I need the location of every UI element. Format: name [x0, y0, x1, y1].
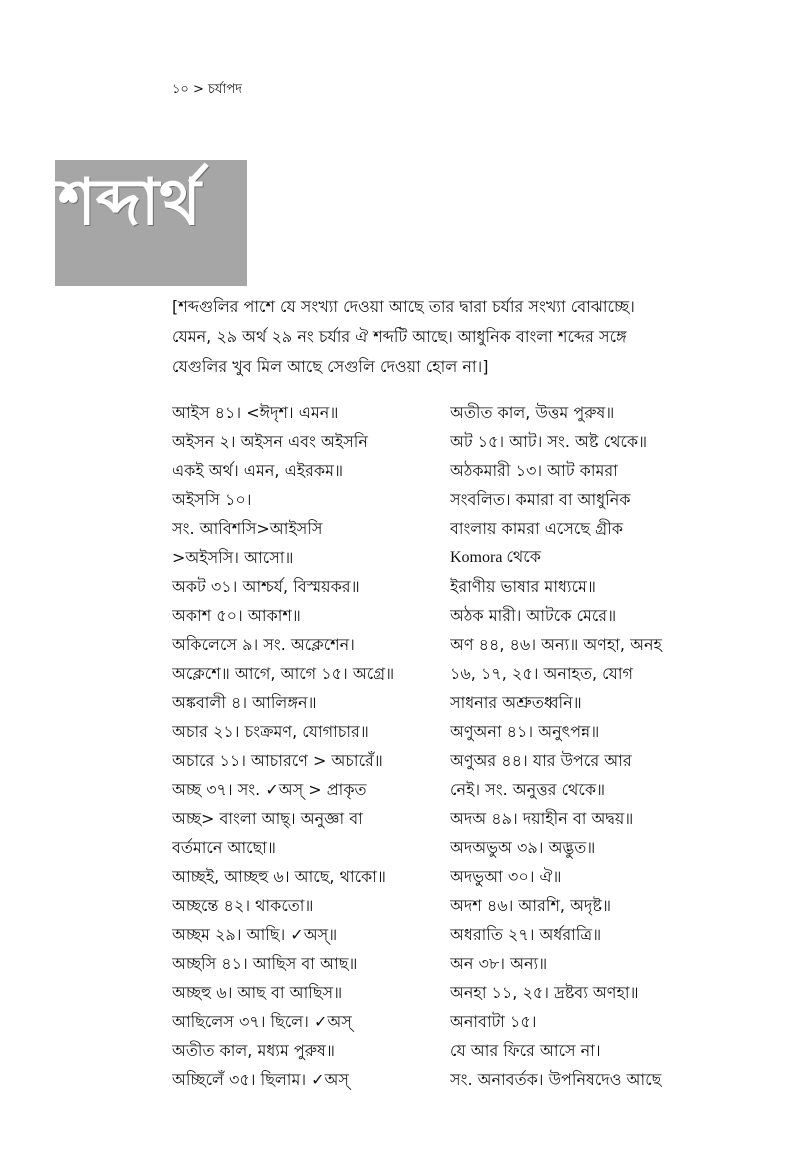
glossary-line: সং. আবিশসি>আইসসি [172, 519, 323, 538]
intro-line: [শব্দগুলির পাশে যে সংখ্যা দেওয়া আছে তার দ্বারা চর্যার সংখ্যা বোঝাচ্ছে। [172, 297, 635, 316]
glossary-line: বর্তমানে আছো॥ [172, 838, 276, 857]
glossary-line: অচ্ছসি ৪১। আছিস বা আছ॥ [172, 954, 358, 973]
glossary-right-column [450, 398, 750, 1094]
glossary-line: অচ্ছিলেঁ ৩৫। ছিলাম। ✓অস্ [172, 1070, 349, 1089]
glossary-line: যে আর ফিরে আসে না। [450, 1041, 601, 1060]
glossary-line: অণ ৪৪, ৪৬। অন্য॥ অণহা, অনহ [450, 635, 662, 654]
glossary-line: Komora থেকে [450, 549, 541, 566]
glossary-line: অক্লেশে॥ আগে, আগে ১৫। অগ্রে॥ [172, 664, 395, 683]
glossary-line: অনাবাটা ১৫। [450, 1012, 537, 1031]
glossary-line: অধরাতি ২৭। অর্ধরাত্রি॥ [450, 925, 602, 944]
glossary-line: অদভুআ ৩০। ঐ॥ [450, 867, 562, 886]
glossary-line: অট ১৫। আট। সং. অষ্ট থেকে॥ [450, 432, 648, 451]
glossary-line: অণুঅনা ৪১। অনুৎপন্ন॥ [450, 722, 600, 741]
glossary-line: >অইসসি। আসো॥ [172, 548, 294, 567]
intro-line: যেগুলির খুব মিল আছে সেগুলি দেওয়া হোল না।] [172, 357, 489, 376]
glossary-line: অচ্ছ ৩৭। সং. ✓অস্ > প্রাকৃত [172, 780, 367, 799]
glossary-left-column [172, 398, 434, 1094]
glossary-line: একই অর্থ। এমন, এইরকম॥ [172, 461, 344, 480]
glossary-line: অতীত কাল, মধ্যম পুরুষ॥ [172, 1041, 335, 1060]
glossary-line: ইরাণীয় ভাষার মাধ্যমে॥ [450, 577, 596, 596]
glossary-line: আচ্ছই, আচ্ছহু ৬। আছে, থাকো॥ [172, 867, 386, 886]
glossary-line: অচ্ছন্তে ৪২। থাকতো॥ [172, 896, 314, 915]
glossary-line: অইসসি ১০। [172, 490, 252, 509]
intro-note [172, 292, 702, 382]
glossary-line: অঠক মারী। আটকে মেরে॥ [450, 606, 617, 625]
glossary-line: অঙ্কবালী ৪। আলিঙ্গন॥ [172, 693, 317, 712]
glossary-line: অচ্ছ> বাংলা আছ্। অনুজ্ঞা বা [172, 809, 363, 828]
glossary-line: অচ্ছম ২৯। আছি। ✓অস্॥ [172, 925, 338, 944]
glossary-line: অদঅভুঅ ৩৯। অদ্ভুত॥ [450, 838, 596, 857]
glossary-line: আইস ৪১। <ঈদৃশ। এমন॥ [172, 403, 339, 422]
glossary-line: অনহা ১১, ২৫। দ্রষ্টব্য অণহা॥ [450, 983, 639, 1002]
glossary-line: অন ৩৮। অন্য॥ [450, 954, 548, 973]
glossary-line: অচারে ১১। আচারণে > অচারেঁ॥ [172, 751, 383, 770]
glossary-line: সাধনার অশ্রুতধ্বনি॥ [450, 693, 582, 712]
glossary-line: ১৬, ১৭, ২৫। অনাহত, যোগ [450, 664, 633, 683]
glossary-line: সংবলিত। কমারা বা আধুনিক [450, 490, 631, 509]
glossary-line: অণুঅর ৪৪। যার উপরে আর [450, 751, 632, 770]
glossary-line: অচার ২১। চংক্রমণ, যোগাচার॥ [172, 722, 369, 741]
glossary-line: অকাশ ৫০। আকাশ॥ [172, 606, 301, 625]
glossary-line: বাংলায় কামরা এসেছে গ্রীক [450, 519, 623, 538]
section-title: শব্দার্থ [58, 166, 201, 240]
glossary-line: সং. অনাবর্তক। উপনিষদেও আছে [450, 1070, 662, 1089]
glossary-line: অকিলেসে ৯। সং. অক্লেশেন। [172, 635, 355, 654]
glossary-line: অঠকমারী ১৩। আট কামরা [450, 461, 618, 480]
glossary-line: নেই। সং. অনুত্তর থেকে॥ [450, 780, 606, 799]
glossary-line: অদশ ৪৬। আরশি, অদৃষ্ট॥ [450, 896, 611, 915]
glossary-line: অকট ৩১। আশ্চর্য, বিস্ময়কর॥ [172, 577, 360, 596]
glossary-line: অইসন ২। অইসন এবং অইসনি [172, 432, 368, 451]
glossary-line: অদঅ ৪৯। দয়াহীন বা অদ্বয়॥ [450, 809, 634, 828]
glossary-line: আছিলেস ৩৭। ছিলে। ✓অস্ [172, 1012, 352, 1031]
intro-line: যেমন, ২৯ অর্থ ২৯ নং চর্যার ঐ শব্দটি আছে। আধুনিক বাংলা শব্দের সঙ্গে [172, 327, 627, 346]
glossary-line: অচ্ছহু ৬। আছ বা আছিস॥ [172, 983, 343, 1002]
glossary-line: অতীত কাল, উত্তম পুরুষ॥ [450, 403, 615, 422]
running-head: ১০ > চর্যাপদ [172, 82, 242, 97]
